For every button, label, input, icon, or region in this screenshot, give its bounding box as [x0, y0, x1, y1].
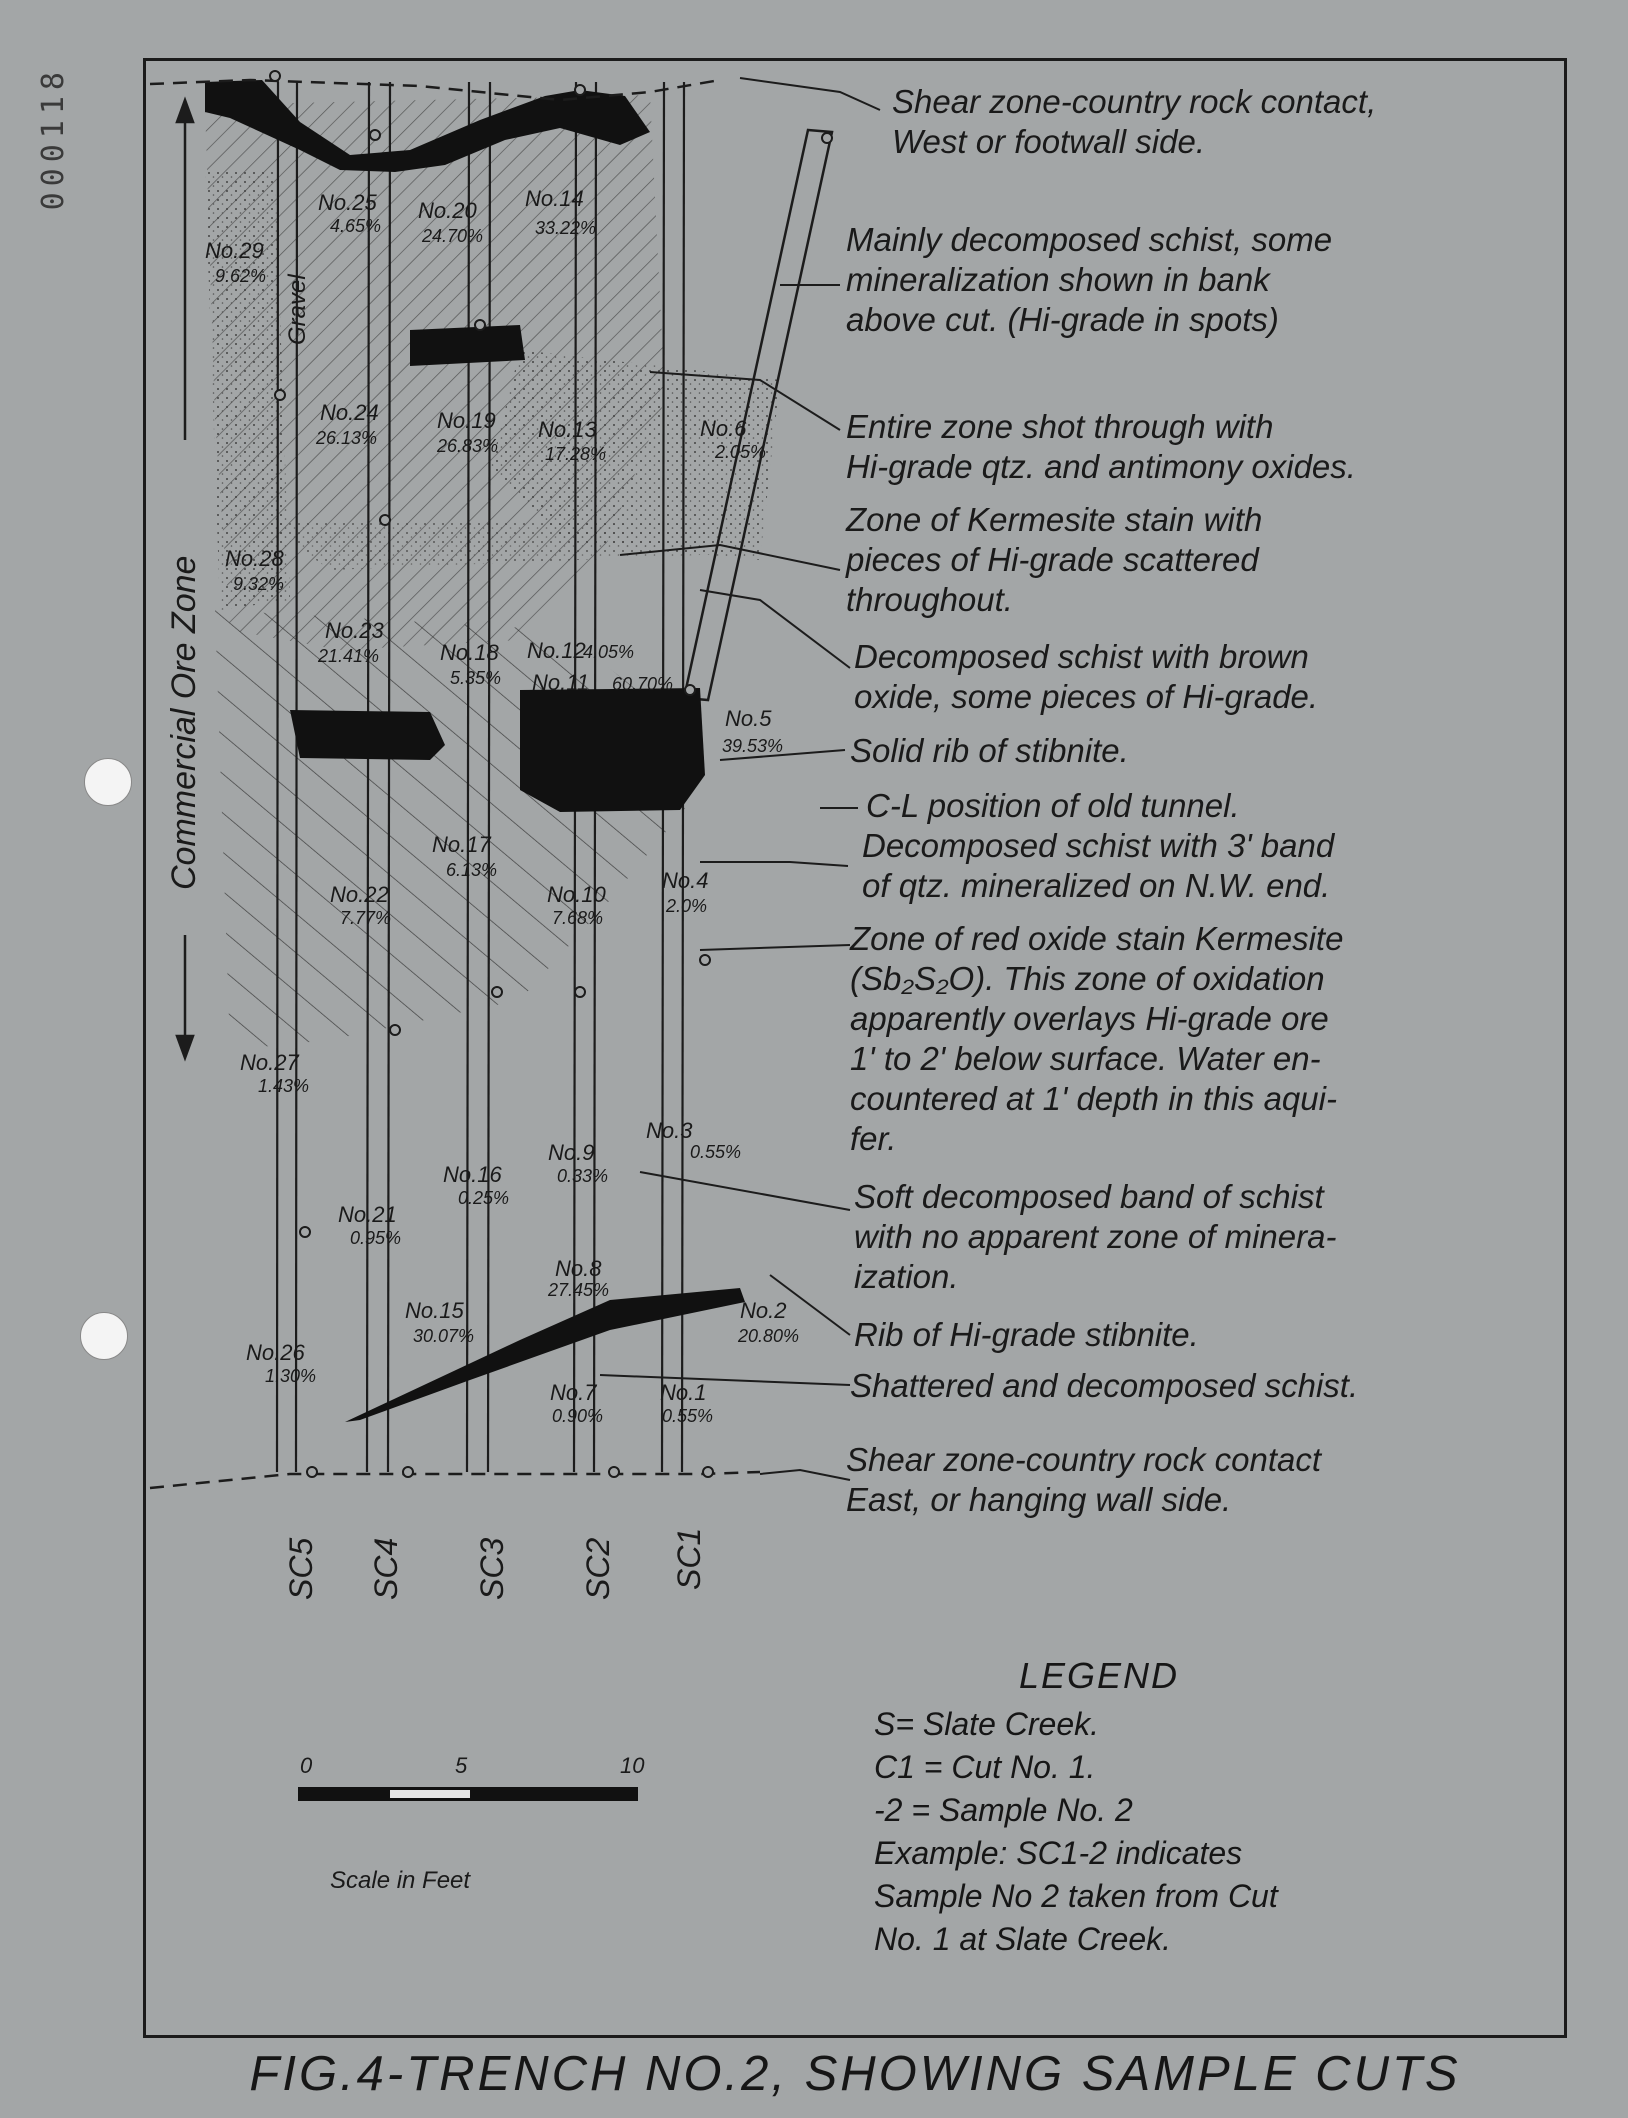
sample-no: No.14 — [525, 186, 584, 211]
scale-tick-10: 10 — [620, 1753, 645, 1778]
note-entire-zone: Entire zone shot through with Hi-grade qtz. and antimony oxides. — [846, 408, 1356, 485]
sample-no: No.1 — [660, 1380, 707, 1405]
sample-no: No.16 — [443, 1162, 502, 1187]
legend-line: Example: SC1-2 indicates — [874, 1835, 1243, 1871]
sample-value: 9.62% — [215, 266, 267, 286]
sample-value: 26.83% — [437, 436, 499, 456]
note-qtz-band: Decomposed schist with 3' band of qtz. mineralized on N.W. end. — [862, 827, 1335, 904]
cut-label-sc5: SC5 — [283, 1537, 319, 1600]
sample-no: No.24 — [320, 400, 379, 425]
commercial-ore-zone-label: Commercial Ore Zone — [165, 555, 203, 890]
sample-value: 0.55% — [690, 1142, 742, 1162]
sample-value: 1.43% — [258, 1076, 310, 1096]
sample-no: No.23 — [325, 618, 384, 643]
sample-value: 0.25% — [458, 1188, 510, 1208]
stibnite-lens-upper — [410, 325, 525, 366]
sample-value: 24.70% — [422, 226, 484, 246]
sample-no: No.4 — [662, 868, 709, 893]
sample-value: 21.41% — [318, 646, 380, 666]
sample-value: 6.13% — [446, 860, 498, 880]
cut-label-sc2: SC2 — [580, 1537, 616, 1600]
cut-label-sc3: SC3 — [474, 1537, 510, 1600]
sample-value: 0.33% — [557, 1166, 609, 1186]
sample-value: 26.13% — [316, 428, 378, 448]
note-shattered-schist: Shattered and decomposed schist. — [850, 1367, 1359, 1404]
sample-value: 0.95% — [350, 1228, 402, 1248]
sample-no: No.22 — [330, 882, 389, 907]
legend-line: S= Slate Creek. — [874, 1706, 1099, 1742]
note-soft-band: Soft decomposed band of schist with no apparent zone of minera- ization. — [854, 1178, 1337, 1295]
east-contact-line — [150, 1472, 760, 1488]
sample-value: 0.55% — [662, 1406, 714, 1426]
note-decomposed-schist: Mainly decomposed schist, some mineralization shown in bank above cut. (Hi-grade in spots) — [846, 221, 1333, 338]
legend-line: -2 = Sample No. 2 — [874, 1792, 1133, 1828]
scale-bar — [298, 1753, 645, 1894]
scale-caption: Scale in Feet — [330, 1867, 471, 1894]
sample-value: 2.05% — [715, 442, 767, 462]
sample-no: No.15 — [405, 1298, 464, 1323]
sample-value: 7.77% — [340, 908, 392, 928]
sample-no: No.8 — [555, 1256, 602, 1281]
sample-no: No.3 — [646, 1118, 693, 1143]
sample-value: 20.80% — [738, 1326, 800, 1346]
sample-no: No.29 — [205, 238, 264, 263]
sample-no: No.7 — [550, 1380, 597, 1405]
sample-no: No.28 — [225, 546, 284, 571]
cut-label-sc4: SC4 — [368, 1537, 404, 1600]
legend-title: LEGEND — [1018, 1655, 1180, 1696]
note-solid-rib: Solid rib of stibnite. — [850, 732, 1129, 769]
note-rib-hi-grade: Rib of Hi-grade stibnite. — [854, 1316, 1199, 1353]
sample-no: No.19 — [437, 408, 496, 433]
note-old-tunnel: C-L position of old tunnel. — [866, 787, 1240, 824]
gravel-label: Gravel — [284, 274, 311, 345]
figure-title: FIG.4-TRENCH NO.2, SHOWING SAMPLE CUTS — [249, 2047, 1461, 2101]
legend-line: No. 1 at Slate Creek. — [874, 1921, 1172, 1957]
sample-value: 9.32% — [233, 574, 285, 594]
sample-value: 30.07% — [413, 1326, 475, 1346]
stibnite-lens-left — [290, 710, 445, 760]
note-west-contact: Shear zone-country rock contact, West or footwall side. — [892, 83, 1377, 160]
sample-no: No.25 — [318, 190, 377, 215]
sample-no: No.26 — [246, 1340, 305, 1365]
sample-no: No.6 — [700, 416, 747, 441]
sample-value: 2.0% — [666, 896, 708, 916]
sample-value: 7.68% — [552, 908, 604, 928]
sample-no: No.12 — [527, 638, 586, 663]
sample-no: No.17 — [432, 832, 491, 857]
sample-value: 39.53% — [722, 736, 784, 756]
note-brown-oxide: Decomposed schist with brown oxide, some pieces of Hi-grade. — [854, 638, 1319, 715]
sample-value: 5.35% — [450, 668, 502, 688]
sample-no: No.27 — [240, 1050, 299, 1075]
scale-tick-0: 0 — [300, 1753, 313, 1778]
sample-no: No.20 — [418, 198, 477, 223]
sample-no: No.11 — [532, 670, 590, 695]
scale-tick-5: 5 — [455, 1753, 468, 1778]
cut-labels — [283, 1528, 707, 1600]
note-red-oxide: Zone of red oxide stain Kermesite (Sb₂S₂O). This zone of oxidation apparently overlays Hi-grade ore 1' to 2' below surface. Water en- countered at 1' depth in this aqui- fer. — [850, 920, 1344, 1157]
sample-value: 0.90% — [552, 1406, 604, 1426]
sample-no: No.10 — [547, 882, 606, 907]
sample-value: 4.05% — [583, 642, 635, 662]
sample-value: 33.22% — [535, 218, 597, 238]
sample-no: No.2 — [740, 1298, 787, 1323]
sample-value: 1.30% — [265, 1366, 317, 1386]
stibnite-rib-main — [520, 688, 705, 812]
sample-no: No.21 — [338, 1202, 397, 1227]
cut-label-sc1: SC1 — [671, 1527, 707, 1590]
note-kermesite-stain: Zone of Kermesite stain with pieces of Hi-grade scattered throughout. — [846, 501, 1263, 618]
sample-value: 27.45% — [548, 1280, 610, 1300]
note-east-contact: Shear zone-country rock contact East, or hanging wall side. — [846, 1441, 1322, 1518]
legend-line: C1 = Cut No. 1. — [874, 1749, 1096, 1785]
sample-no: No.13 — [538, 417, 597, 442]
archive-number: 000118 — [36, 66, 71, 211]
sample-no: No.9 — [548, 1140, 595, 1165]
sample-value: 17.28% — [545, 444, 607, 464]
sample-no: No.18 — [440, 640, 499, 665]
sample-value: 4.65% — [330, 216, 382, 236]
sample-no: No.5 — [725, 706, 772, 731]
sample-value: 60.70% — [612, 674, 674, 694]
legend-line: Sample No 2 taken from Cut — [874, 1878, 1278, 1914]
legend — [874, 1654, 1494, 1961]
